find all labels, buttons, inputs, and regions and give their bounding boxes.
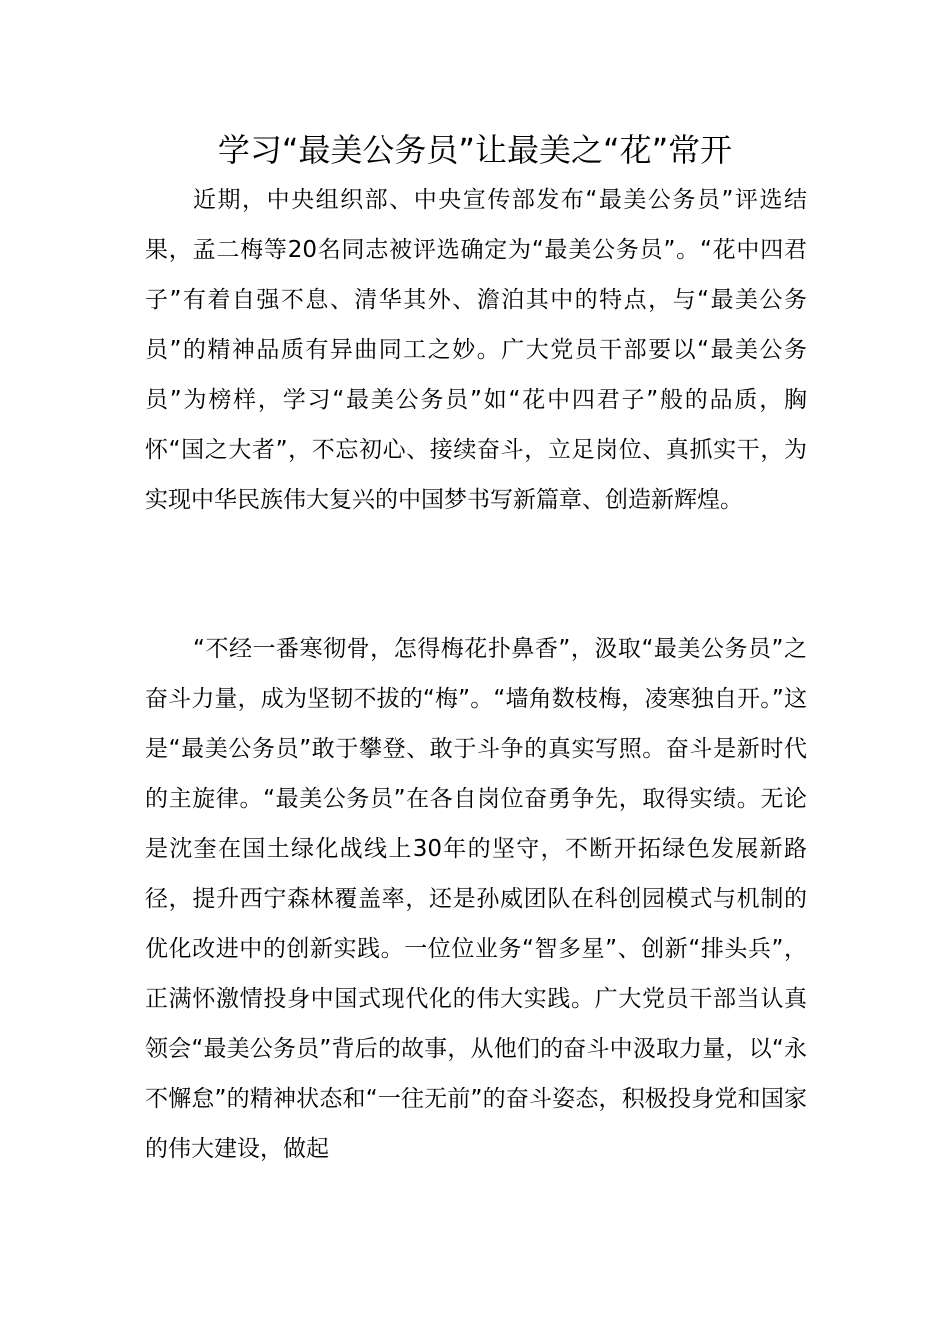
paragraph-1: 近期，中央组织部、中央宣传部发布“最美公务员”评选结果，孟二梅等20名同志被评选确定为“最美公务员”。“花中四君子”有着自强不息、清华其外、澹泊其中的特点，与“最美公务员”的精神品质有异曲同工之妙。广大党员干部要以“最美公务员”为榜样，学习“最美公务员”如“花中四君子”般的品质，胸怀“国之大者”，不忘初心、接续奋斗，立足岗位、真抓实干，为实现中华民族伟大复兴的中国梦书写新篇章、创造新辉煌。 [145,187,807,513]
paragraph-2: “不经一番寒彻骨，怎得梅花扑鼻香”，汲取“最美公务员”之奋斗力量，成为坚韧不拔的“梅”。“墙角数枝梅，凌寒独自开。”这是“最美公务员”敢于攀登、敢于斗争的真实写照。奋斗是新时代的主旋律。“最美公务员”在各自岗位奋勇争先，取得实绩。无论是沈奎在国土绿化战线上30年的坚守，不断开拓绿色发展新路径，提升西宁森林覆盖率，还是孙威团队在科创园模式与机制的优化改进中的创新实践。一位位业务“智多星”、创新“排头兵”，正满怀激情投身中国式现代化的伟大实践。广大党员干部当认真领会“最美公务员”背后的故事，从他们的奋斗中汲取力量，以“永不懈怠”的精神状态和“一往无前”的奋斗姿态，积极投身党和国家的伟大建设，做起 [145,636,807,1162]
document-title: 学习“最美公务员”让最美之“花”常开 [217,131,733,169]
